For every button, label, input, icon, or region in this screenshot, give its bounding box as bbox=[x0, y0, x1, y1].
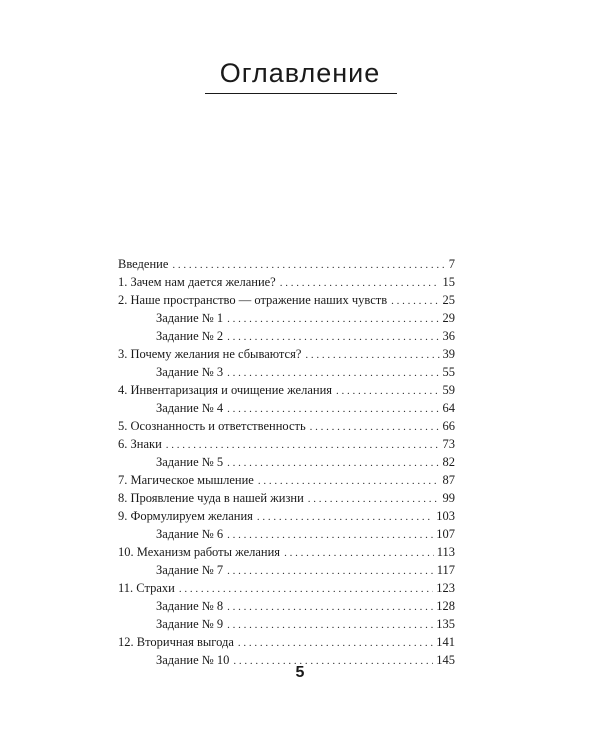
dot-leader bbox=[227, 328, 439, 346]
table-of-contents bbox=[118, 255, 455, 669]
dot-leader bbox=[310, 418, 440, 436]
dot-leader bbox=[238, 634, 433, 652]
page-title: Оглавление bbox=[219, 58, 381, 88]
dot-leader bbox=[179, 580, 433, 598]
toc-entry-page: 107 bbox=[436, 527, 455, 541]
toc-entry[interactable] bbox=[118, 273, 455, 291]
toc-entry-page: 87 bbox=[442, 473, 455, 487]
toc-subentry[interactable] bbox=[118, 453, 455, 471]
toc-entry-title: 9. Формулируем желания bbox=[118, 509, 253, 523]
dot-leader bbox=[336, 382, 439, 400]
toc-subentry[interactable] bbox=[118, 309, 455, 327]
toc-entry-title: 6. Знаки bbox=[118, 437, 162, 451]
dot-leader bbox=[280, 274, 440, 292]
toc-entry-title: 4. Инвентаризация и очищение желания bbox=[118, 383, 333, 397]
title-underline bbox=[205, 93, 397, 94]
toc-entry[interactable] bbox=[118, 435, 455, 453]
dot-leader bbox=[172, 256, 445, 274]
toc-entry[interactable] bbox=[118, 471, 455, 489]
toc-subentry[interactable] bbox=[118, 597, 455, 615]
dot-leader bbox=[308, 490, 440, 508]
toc-entry-page: 123 bbox=[436, 581, 455, 595]
toc-entry-title: Задание № 10 bbox=[156, 653, 230, 667]
toc-entry-page: 145 bbox=[436, 653, 455, 667]
toc-subentry[interactable] bbox=[118, 363, 455, 381]
toc-entry-page: 141 bbox=[436, 635, 455, 649]
toc-entry-page: 39 bbox=[442, 347, 455, 361]
toc-entry-page: 59 bbox=[442, 383, 455, 397]
toc-entry-title: 7. Магическое мышление bbox=[118, 473, 254, 487]
toc-entry-title: Задание № 4 bbox=[156, 401, 224, 415]
toc-entry-title: Введение bbox=[118, 257, 169, 271]
toc-entry-page: 82 bbox=[442, 455, 455, 469]
dot-leader bbox=[257, 508, 433, 526]
toc-entry[interactable] bbox=[118, 543, 455, 561]
toc-entry[interactable] bbox=[118, 489, 455, 507]
toc-entry[interactable] bbox=[118, 255, 455, 273]
page-number: 5 bbox=[295, 664, 305, 681]
dot-leader bbox=[166, 436, 440, 454]
toc-entry[interactable] bbox=[118, 381, 455, 399]
toc-entry-page: 64 bbox=[442, 401, 455, 415]
toc-subentry[interactable] bbox=[118, 561, 455, 579]
toc-entry-page: 99 bbox=[442, 491, 455, 505]
toc-entry-page: 103 bbox=[436, 509, 455, 523]
toc-entry-title: Задание № 9 bbox=[156, 617, 224, 631]
dot-leader bbox=[227, 454, 439, 472]
dot-leader bbox=[227, 562, 434, 580]
toc-entry-title: 5. Осознанность и ответственность bbox=[118, 419, 306, 433]
toc-entry-title: Задание № 6 bbox=[156, 527, 224, 541]
toc-entry-page: 135 bbox=[436, 617, 455, 631]
toc-entry-title: Задание № 2 bbox=[156, 329, 224, 343]
toc-entry-title: 11. Страхи bbox=[118, 581, 175, 595]
toc-entry-page: 36 bbox=[442, 329, 455, 343]
toc-entry-title: 12. Вторичная выгода bbox=[118, 635, 234, 649]
toc-entry-title: 10. Механизм работы желания bbox=[118, 545, 281, 559]
toc-entry-page: 113 bbox=[436, 545, 455, 559]
dot-leader bbox=[227, 526, 433, 544]
toc-subentry[interactable] bbox=[118, 399, 455, 417]
toc-subentry[interactable] bbox=[118, 327, 455, 345]
toc-entry[interactable] bbox=[118, 291, 455, 309]
dot-leader bbox=[305, 346, 439, 364]
toc-entry-title: Задание № 7 bbox=[156, 563, 224, 577]
toc-entry-page: 7 bbox=[448, 257, 455, 271]
dot-leader bbox=[258, 472, 440, 490]
toc-entry[interactable] bbox=[118, 345, 455, 363]
toc-entry-title: Задание № 3 bbox=[156, 365, 224, 379]
toc-entry-page: 117 bbox=[436, 563, 455, 577]
toc-entry[interactable] bbox=[118, 579, 455, 597]
toc-entry[interactable] bbox=[118, 417, 455, 435]
dot-leader bbox=[227, 616, 433, 634]
toc-entry-title: Задание № 1 bbox=[156, 311, 224, 325]
toc-entry-title: 2. Наше пространство — отражение наших чувств bbox=[118, 293, 388, 307]
toc-entry-title: 1. Зачем нам дается желание? bbox=[118, 275, 276, 289]
dot-leader bbox=[227, 400, 439, 418]
toc-entry-title: Задание № 5 bbox=[156, 455, 224, 469]
dot-leader bbox=[227, 598, 433, 616]
toc-subentry[interactable] bbox=[118, 615, 455, 633]
toc-entry-page: 25 bbox=[442, 293, 455, 307]
dot-leader bbox=[227, 310, 439, 328]
dot-leader bbox=[227, 364, 439, 382]
toc-entry-page: 73 bbox=[442, 437, 455, 451]
toc-entry[interactable] bbox=[118, 507, 455, 525]
toc-entry-title: 3. Почему желания не сбываются? bbox=[118, 347, 302, 361]
toc-entry[interactable] bbox=[118, 633, 455, 651]
dot-leader bbox=[284, 544, 434, 562]
toc-entry-page: 29 bbox=[442, 311, 455, 325]
toc-entry-page: 15 bbox=[442, 275, 455, 289]
toc-entry-title: 8. Проявление чуда в нашей жизни bbox=[118, 491, 304, 505]
toc-subentry[interactable] bbox=[118, 525, 455, 543]
toc-entry-page: 66 bbox=[442, 419, 455, 433]
dot-leader bbox=[391, 292, 439, 310]
toc-entry-title: Задание № 8 bbox=[156, 599, 224, 613]
toc-entry-page: 55 bbox=[442, 365, 455, 379]
toc-entry-page: 128 bbox=[436, 599, 455, 613]
